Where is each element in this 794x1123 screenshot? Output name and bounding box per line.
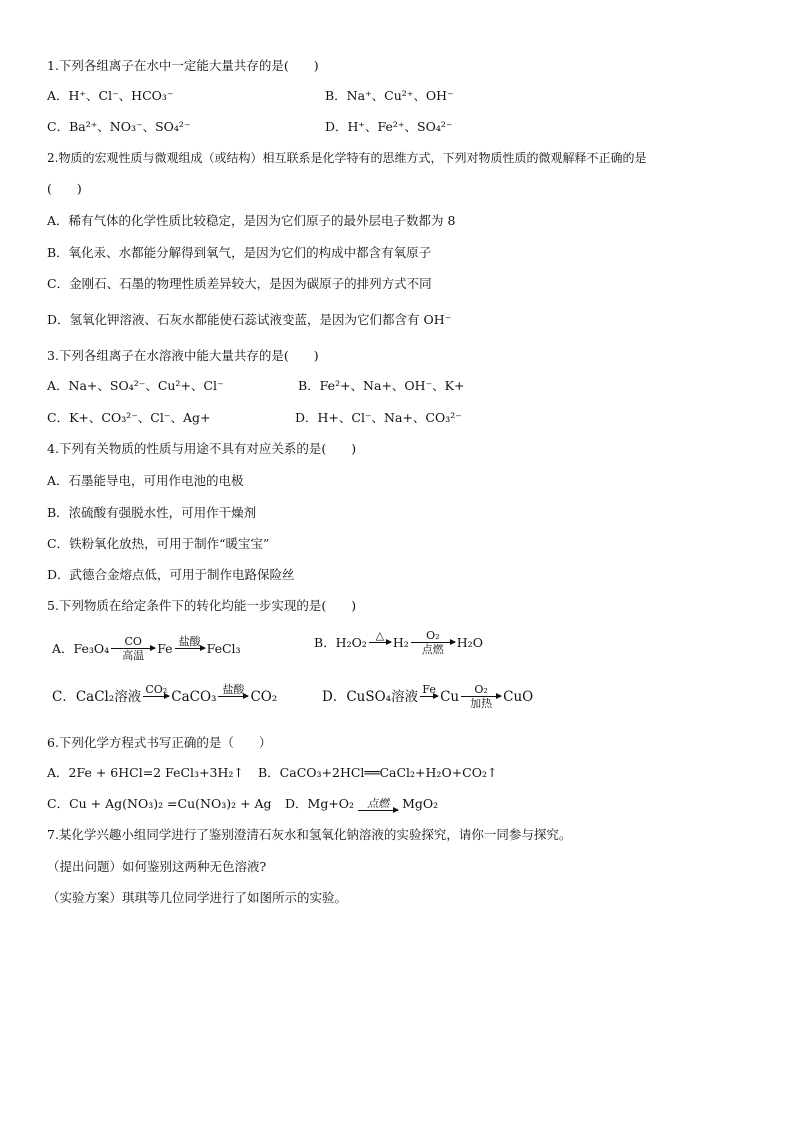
q2-option-c: C．金刚石、石墨的物理性质差异较大，是因为碳原子的排列方式不同 bbox=[47, 276, 432, 291]
q3-stem: 3.下列各组离子在水溶液中能大量共存的是( ) bbox=[47, 348, 319, 363]
q6-option-b: B．CaCO₃+2HCl══CaCl₂+H₂O+CO₂↑ bbox=[258, 765, 498, 780]
q5-d-mid: Cu bbox=[440, 689, 460, 705]
q5-b-arrow-1-top: △ bbox=[375, 629, 385, 642]
q1-option-c: C．Ba²⁺、NO₃⁻、SO₄²⁻ bbox=[47, 119, 191, 134]
q6-stem: 6.下列化学方程式书写正确的是（ ） bbox=[47, 735, 272, 750]
q6-d-pre: D．Mg+O₂ bbox=[285, 796, 355, 811]
q3-option-b: B．Fe²+、Na+、OH⁻、K+ bbox=[298, 378, 465, 393]
q4-option-c: C．铁粉氧化放热，可用于制作“暖宝宝” bbox=[47, 536, 270, 551]
q1-option-a: A．H⁺、Cl⁻、HCO₃⁻ bbox=[47, 88, 174, 103]
q5-c-mid: CaCO₃ bbox=[171, 689, 217, 705]
q7-line-1: （提出问题）如何鉴别这两种无色溶液? bbox=[47, 859, 267, 874]
q5-b-arrow-1 bbox=[369, 630, 391, 656]
q1-stem: 1.下列各组离子在水中一定能大量共存的是( ) bbox=[47, 58, 319, 73]
q5-b-arrow-2 bbox=[411, 630, 455, 656]
q3-option-d: D．H+、Cl⁻、Na+、CO₃²⁻ bbox=[295, 410, 462, 425]
q5-option-c bbox=[52, 684, 277, 710]
q5-b-end: H₂O bbox=[456, 635, 483, 650]
q4-option-d: D．武德合金熔点低，可用于制作电路保险丝 bbox=[47, 567, 295, 582]
q5-d-arrow-2 bbox=[461, 684, 501, 710]
q1-option-d: D．H⁺、Fe²⁺、SO₄²⁻ bbox=[325, 119, 453, 134]
q6-option-a: A．2Fe + 6HCl=2 FeCl₃+3H₂↑ bbox=[47, 765, 244, 780]
q5-a-arrow-1-bottom: 高温 bbox=[122, 649, 145, 662]
q5-option-b bbox=[314, 630, 483, 656]
q6-d-post: MgO₂ bbox=[402, 796, 439, 811]
reaction-arrow bbox=[218, 696, 248, 697]
reaction-arrow bbox=[411, 642, 455, 643]
reaction-arrow bbox=[461, 696, 501, 697]
q5-c-end: CO₂ bbox=[250, 689, 278, 705]
q5-d-arrow-2-bottom: 加热 bbox=[470, 697, 493, 710]
q5-c-arrow-2-top: 盐酸 bbox=[222, 683, 245, 696]
reaction-arrow bbox=[175, 648, 205, 649]
reaction-arrow bbox=[111, 648, 155, 649]
q2-option-d: D．氢氧化钾溶液、石灰水都能使石蕊试液变蓝，是因为它们都含有 OH⁻ bbox=[47, 312, 452, 327]
reaction-arrow bbox=[369, 642, 391, 643]
q3-option-a: A．Na+、SO₄²⁻、Cu²+、Cl⁻ bbox=[47, 378, 224, 393]
q3-option-c: C．K+、CO₃²⁻、Cl⁻、Ag+ bbox=[47, 410, 211, 425]
q5-d-arrow-1-top: Fe bbox=[422, 683, 436, 696]
q5-option-d bbox=[322, 684, 533, 710]
q5-a-arrow-2-top: 盐酸 bbox=[178, 635, 201, 648]
q6-d-condition-text: 点燃 bbox=[367, 796, 390, 810]
q5-c-label: C．CaCl₂溶液 bbox=[52, 689, 142, 705]
q4-option-b: B．浓硫酸有强脱水性，可用作干燥剂 bbox=[47, 505, 257, 520]
q5-option-a bbox=[52, 636, 241, 662]
q5-d-arrow-1 bbox=[420, 684, 438, 710]
q5-stem: 5.下列物质在给定条件下的转化均能一步实现的是( ) bbox=[47, 598, 357, 613]
q5-a-end: FeCl₃ bbox=[206, 641, 241, 656]
q4-option-a: A．石墨能导电，可用作电池的电极 bbox=[47, 473, 244, 488]
q7-line-2: （实验方案）琪琪等几位同学进行了如图所示的实验。 bbox=[47, 890, 348, 905]
q6-d-condition bbox=[358, 798, 398, 811]
q5-b-label: B．H₂O₂ bbox=[314, 635, 367, 650]
q4-stem: 4.下列有关物质的性质与用途不具有对应关系的是( ) bbox=[47, 441, 357, 456]
q7-stem: 7.某化学兴趣小组同学进行了鉴别澄清石灰水和氢氧化钠溶液的实验探究，请你一同参与探究。 bbox=[47, 827, 572, 842]
q2-option-b: B．氧化汞、水都能分解得到氧气，是因为它们的构成中都含有氧原子 bbox=[47, 245, 432, 260]
reaction-line bbox=[358, 810, 398, 811]
q5-d-label: D．CuSO₄溶液 bbox=[322, 689, 419, 705]
q6-option-d bbox=[285, 796, 438, 812]
q5-d-end: CuO bbox=[503, 689, 534, 705]
q5-a-arrow-2 bbox=[175, 636, 205, 662]
q1-option-b: B．Na⁺、Cu²⁺、OH⁻ bbox=[325, 88, 454, 103]
q5-b-arrow-2-bottom: 点燃 bbox=[421, 643, 444, 656]
q5-a-arrow-1-top: CO bbox=[124, 635, 142, 648]
q5-b-arrow-2-top: O₂ bbox=[426, 629, 440, 642]
reaction-arrow bbox=[420, 696, 438, 697]
q5-c-arrow-1-top: CO₂ bbox=[145, 683, 168, 696]
q5-a-label: A．Fe₃O₄ bbox=[52, 641, 110, 656]
q6-option-c: C．Cu + Ag(NO₃)₂ =Cu(NO₃)₂ + Ag bbox=[47, 796, 272, 811]
q5-b-mid: H₂ bbox=[392, 635, 409, 650]
q5-a-arrow-1 bbox=[111, 636, 155, 662]
q2-option-a: A．稀有气体的化学性质比较稳定，是因为它们原子的最外层电子数都为 8 bbox=[47, 213, 456, 228]
q2-stem: 2.物质的宏观性质与微观组成（或结构）相互联系是化学特有的思维方式，下列对物质性质的微观解释不正确的是 bbox=[47, 151, 647, 165]
q5-d-arrow-2-top: O₂ bbox=[474, 683, 488, 696]
q5-c-arrow-1 bbox=[143, 684, 169, 710]
q5-a-mid: Fe bbox=[157, 641, 173, 656]
q2-stem-cont: ( ) bbox=[47, 181, 82, 196]
q5-c-arrow-2 bbox=[218, 684, 248, 710]
reaction-arrow bbox=[143, 696, 169, 697]
